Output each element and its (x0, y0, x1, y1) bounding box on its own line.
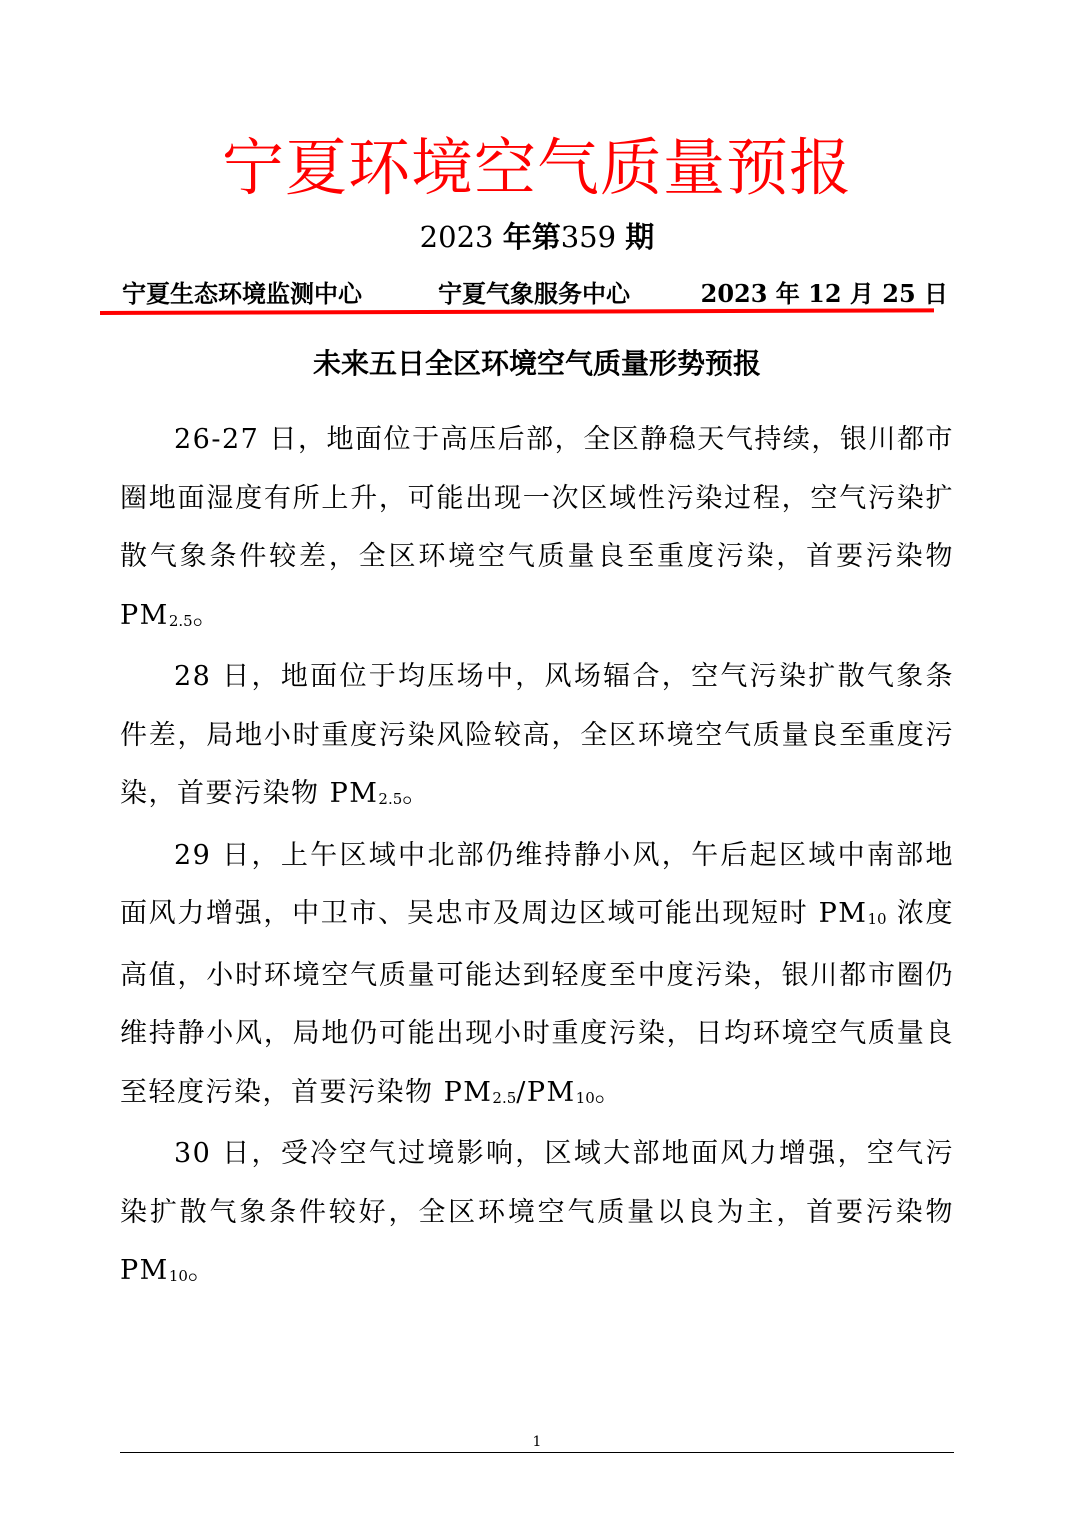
issuer-monitoring-center: 宁夏生态环境监测中心 (122, 279, 362, 308)
forecast-paragraph-28: 28 日，地面位于均压场中，风场辐合，空气污染扩散气象条件差，局地小时重度污染风险较高，全区环境空气质量良至重度污染，首要污染物 $PM_{2.5}$。 (120, 661, 954, 809)
forecast-paragraph-26-27: 26-27 日，地面位于高压后部，全区静稳天气持续，银川都市圈地面湿度有所上升，可能出现一次区域性污染过程，空气污染扩散气象条件较差，全区环境空气质量良至重度污染，首要污染物 $PM_{2.5}$。 (120, 424, 954, 631)
page-number: 1 (532, 1434, 542, 1450)
issue-number: 2023 年第359 期 (419, 220, 655, 254)
issue-date: 2023 年 12 月 25 日 (700, 279, 948, 308)
forecast-body (120, 411, 954, 1304)
issuer-meteorological-center: 宁夏气象服务中心 (438, 279, 630, 308)
forecast-paragraph-29: 29 日，上午区域中北部仍维持静小风，午后起区域中南部地面风力增强，中卫市、吴忠市及周边区域可能出现短时 $PM_{10}$ 浓度高值，小时环境空气质量可能达到轻度至中度污染，银川都市圈仍维持静小风，局地仍可能出现小时重度污染，日均环境空气质量良至轻度污染，首要污染物 $PM_{2.5}/PM_{10}$。 (120, 839, 954, 1108)
forecast-paragraph-30: 30 日，受冷空气过境影响，区域大部地面风力增强，空气污染扩散气象条件较好，全区环境空气质量以良为主，首要污染物 $PM_{10}$。 (120, 1138, 954, 1286)
report-title: 宁夏环境空气质量预报 (221, 131, 852, 204)
footer-divider (120, 1452, 954, 1453)
section-heading: 未来五日全区环境空气质量形势预报 (312, 347, 761, 380)
